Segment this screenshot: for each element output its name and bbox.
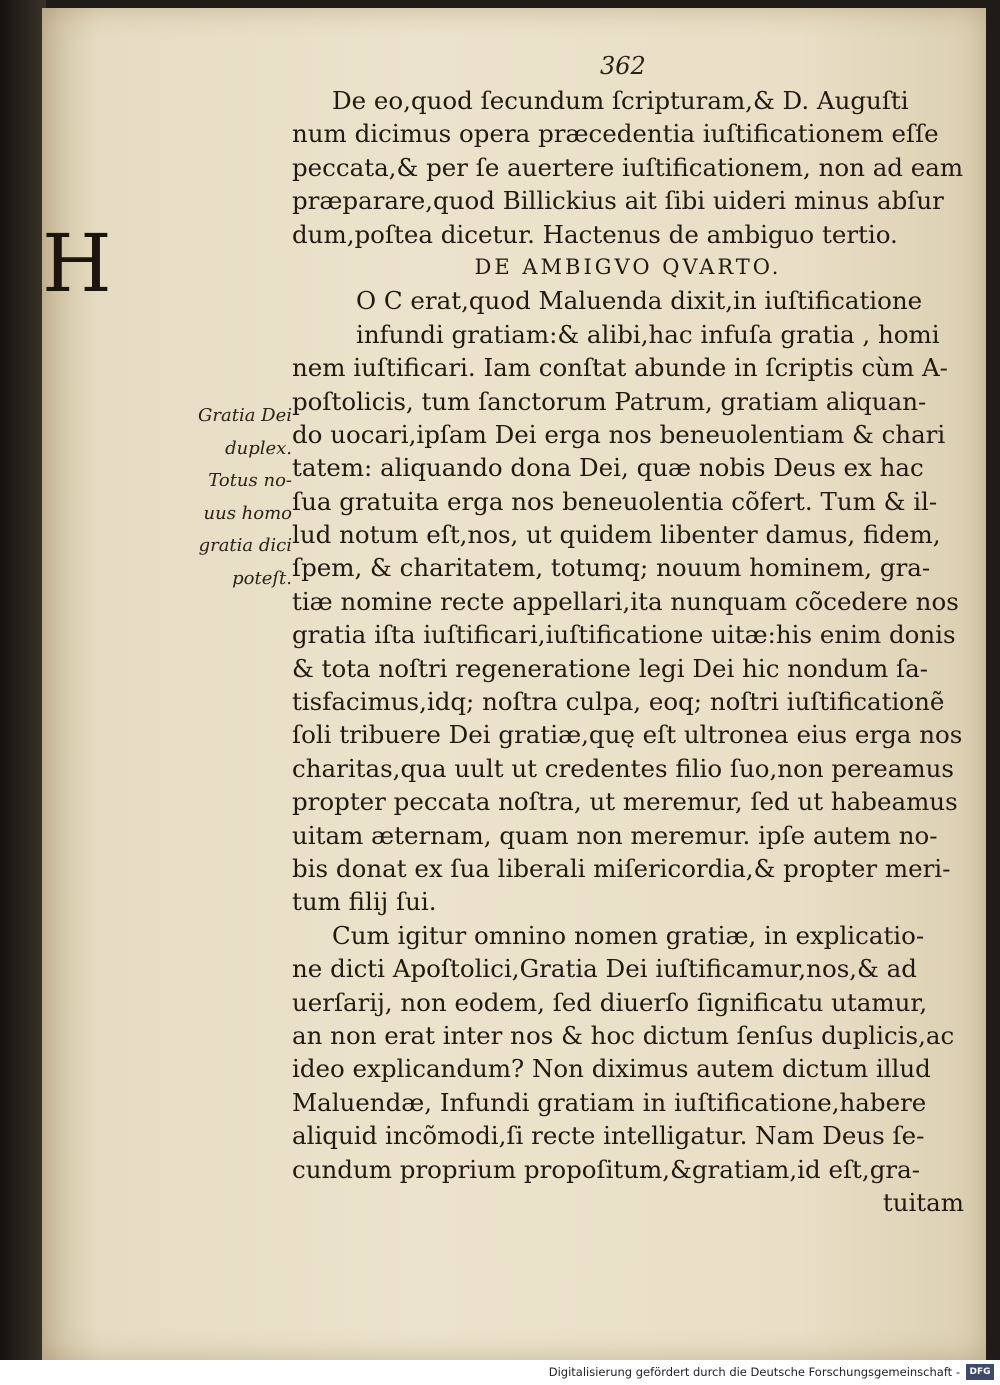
margin-note-line: uus homo xyxy=(203,502,292,524)
text-line: ſua gratuita erga nos beneuolentia cõfert. Tum & il- xyxy=(292,486,938,516)
text-line: tatem: aliquando dona Dei, quæ nobis Deus ex hac xyxy=(292,453,924,483)
text-line: ſoli tribuere Dei gratiæ,quę eſt ultronea eius erga nos xyxy=(292,720,963,750)
text-line: infundi gratiam:& alibi,hac infuſa gratia , homi xyxy=(356,319,940,349)
catchword: tuitam xyxy=(882,1187,964,1217)
funding-footer xyxy=(0,1360,1000,1385)
book-page xyxy=(42,8,986,1360)
dfg-logo-icon: DFG xyxy=(966,1364,994,1380)
text-line: ſpem, & charitatem, totumq; nouum hominem, gra- xyxy=(292,553,931,583)
text-line: aliquid incõmodi,ſi recte intelligatur. Nam Deus ſe- xyxy=(292,1121,925,1151)
text-line: lud notum eſt,nos, ut quidem libenter damus, fidem, xyxy=(292,520,941,550)
margin-note-line: poteſt. xyxy=(232,567,292,589)
drop-cap-initial: H xyxy=(42,217,112,310)
text-line: tisfacimus,idq; noſtra culpa, eoq; noſtri iuſtificationẽ xyxy=(292,687,945,717)
text-line: uerſarij, non eodem, ſed diuerſo ſignificatu utamur, xyxy=(292,987,928,1017)
text-line: ne dicti Apoſtolici,Gratia Dei iuſtificamur,nos,& ad xyxy=(292,954,917,984)
text-line: poſtolicis, tum ſanctorum Patrum, gratiam aliquan- xyxy=(292,386,927,416)
section-heading: DE AMBIGVO QVARTO. xyxy=(474,254,782,279)
text-line: do uocari,ipſam Dei erga nos beneuolentiam & chari xyxy=(292,419,946,449)
text-line: & tota noſtri regeneratione legi Dei hic nondum ſa- xyxy=(292,653,928,683)
text-line: De eo,quod ſecundum ſcripturam,& D. Auguſti xyxy=(332,86,909,115)
margin-note-line: duplex. xyxy=(225,437,292,459)
text-line: num dicimus opera præcedentia iuſtificationem eſſe xyxy=(292,119,939,149)
text-line: tiæ nomine recte appellari,ita nunquam cõcedere nos xyxy=(292,586,959,616)
text-line: Maluendæ, Infundi gratiam in iuſtificatione,habere xyxy=(292,1087,927,1117)
text-line: uitam æternam, quam non meremur. ipſe autem no- xyxy=(292,820,938,850)
margin-note-line: gratia dici xyxy=(198,535,292,556)
text-line: bis donat ex ſua liberali miſericordia,& propter meri- xyxy=(292,853,951,883)
text-line: charitas,qua uult ut credentes filio ſuo,non pereamus xyxy=(292,753,954,783)
text-line: dum,poſtea dicetur. Hactenus de ambiguo tertio. xyxy=(292,219,898,249)
text-line: tum filij ſui. xyxy=(292,887,437,917)
margin-notes xyxy=(180,400,292,595)
text-line: an non erat inter nos & hoc dictum ſenſus duplicis,ac xyxy=(292,1020,955,1050)
text-line: Cum igitur omnino nomen gratiæ, in explicatio- xyxy=(332,920,925,950)
book-gutter-shadow xyxy=(0,0,46,1385)
body-text xyxy=(292,84,964,1219)
page-number: 362 xyxy=(600,52,646,80)
text-line: cundum proprium propoſitum,&gratiam,id eſt,gra- xyxy=(292,1154,920,1184)
text-line: peccata,& per ſe auertere iuſtificationem, non ad eam xyxy=(292,152,964,182)
funding-credit: Digitalisierung gefördert durch die Deutsche Forschungsgemeinschaft - xyxy=(548,1365,960,1379)
margin-note-line: Gratia Dei xyxy=(198,405,292,426)
text-line: O C erat,quod Maluenda dixit,in iuſtificatione xyxy=(356,286,923,316)
text-line: propter peccata noſtra, ut meremur, ſed ut habeamus xyxy=(292,787,958,817)
text-line: ideo explicandum? Non diximus autem dictum illud xyxy=(292,1054,931,1084)
text-line: nem iuſtificari. Iam conſtat abunde in ſcriptis cùm A- xyxy=(292,353,948,383)
text-line: gratia iſta iuſtificari,iuſtificatione uitæ:his enim donis xyxy=(292,620,956,650)
text-line: præparare,quod Billickius ait ſibi uideri minus abſur xyxy=(292,186,944,216)
margin-note-line: Totus no- xyxy=(208,470,292,491)
